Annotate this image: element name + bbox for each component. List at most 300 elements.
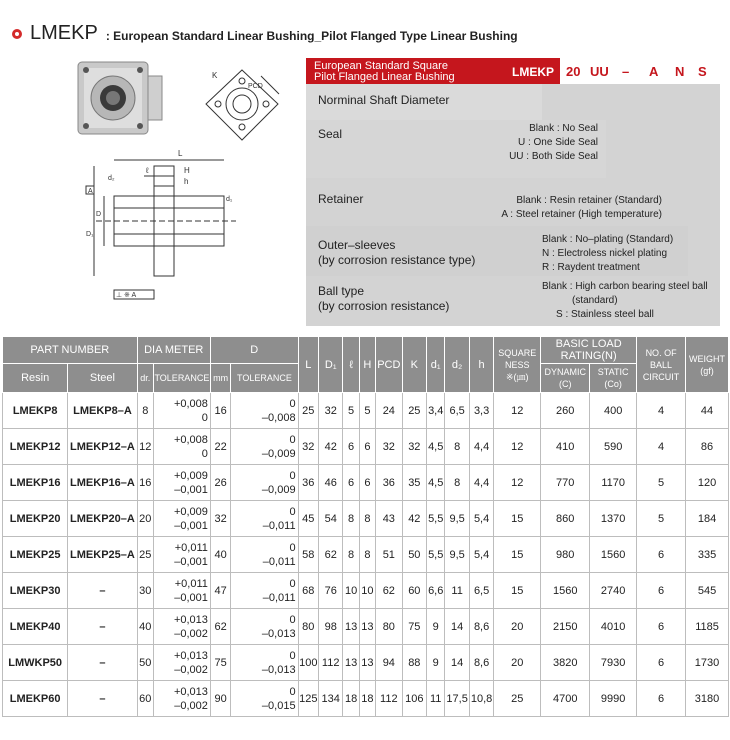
seal-option-blank: Blank : No Seal (529, 123, 598, 134)
ball-type-options (542, 280, 708, 322)
header-l: L (298, 337, 318, 393)
outer-sleeve-sublabel: (by corrosion resistance type) (318, 253, 476, 267)
cell-L: 25 (298, 393, 318, 429)
cell-H: 6 (359, 465, 375, 501)
cell-dr: 50 (137, 645, 153, 681)
dtol-upper: +0,009 (173, 469, 208, 482)
cell-h: 4,4 (469, 465, 493, 501)
header-static: STATIC (Co) (590, 364, 637, 393)
cell-PCD: 36 (376, 465, 403, 501)
cell-h: 5,4 (469, 537, 493, 573)
cell-PCD: 80 (376, 609, 403, 645)
Dtol-upper: 0 (289, 433, 296, 446)
cell-steel: – (68, 681, 137, 717)
dtol-lower: –0,002 (174, 627, 208, 640)
cell-dr: 12 (137, 429, 153, 465)
cell-h: 3,3 (469, 393, 493, 429)
header-pcd: PCD (376, 337, 403, 393)
cell-K: 42 (402, 501, 426, 537)
table-row (3, 681, 729, 717)
header-dia-tolerance: TOLERANCE (153, 364, 210, 393)
Dtol-lower: –0,009 (261, 483, 296, 496)
cell-ball: 5 (637, 465, 686, 501)
cell-H: 18 (359, 681, 375, 717)
cell-w: 184 (686, 501, 729, 537)
cell-sq: 20 (494, 645, 541, 681)
header-d-tolerance: TOLERANCE (231, 364, 298, 393)
seal-label: Seal (318, 127, 343, 141)
cell-D1: 54 (318, 501, 342, 537)
cell-K: 32 (402, 429, 426, 465)
cell-K: 75 (402, 609, 426, 645)
cell-dyn: 1560 (541, 573, 590, 609)
cell-d2: 8 (445, 465, 469, 501)
shaft-diameter-label: Norminal Shaft Diameter (318, 93, 450, 107)
dim-l-label: L (178, 149, 183, 158)
cell-dyn: 980 (541, 537, 590, 573)
page-title (12, 22, 518, 45)
cell-dyn: 4700 (541, 681, 590, 717)
pcd-label: PCD (248, 83, 263, 90)
cell-H: 6 (359, 429, 375, 465)
header-d1: D₁ (318, 337, 342, 393)
product-code-title: LMEKP (30, 22, 98, 44)
cell-sq: 15 (494, 573, 541, 609)
cell-K: 35 (402, 465, 426, 501)
cell-dtol (153, 681, 210, 717)
cell-w: 1730 (686, 645, 729, 681)
cell-d2: 6,5 (445, 393, 469, 429)
table-row (3, 537, 729, 573)
cell-sta: 9990 (590, 681, 637, 717)
dtol-lower: –0,001 (174, 555, 208, 568)
cell-resin: LMEKP60 (3, 681, 68, 717)
cell-D: 90 (210, 681, 230, 717)
dtol-upper: +0,013 (173, 613, 208, 626)
cell-dyn: 410 (541, 429, 590, 465)
cell-Dtol (231, 573, 298, 609)
cell-Dtol (231, 645, 298, 681)
cell-sta: 1560 (590, 537, 637, 573)
cell-steel: LMEKP25–A (68, 537, 137, 573)
cell-d1: 9 (427, 645, 445, 681)
header-d: D (210, 337, 298, 364)
cell-PCD: 43 (376, 501, 403, 537)
product-subtitle: : European Standard Linear Bushing_Pilot Flanged Type Linear Bushing (105, 28, 518, 43)
cell-L: 58 (298, 537, 318, 573)
cell-resin: LMWKP50 (3, 645, 68, 681)
cell-w: 1185 (686, 609, 729, 645)
cell-sta: 590 (590, 429, 637, 465)
cell-dr: 16 (137, 465, 153, 501)
cell-sta: 4010 (590, 609, 637, 645)
dtol-upper: +0,011 (174, 577, 208, 590)
cell-sta: 1370 (590, 501, 637, 537)
cell-dtol (153, 393, 210, 429)
Dtol-lower: –0,009 (261, 447, 296, 460)
cell-L: 45 (298, 501, 318, 537)
cell-sq: 12 (494, 393, 541, 429)
cell-D: 75 (210, 645, 230, 681)
ball-option-standard: (standard) (572, 295, 618, 306)
cell-w: 44 (686, 393, 729, 429)
cell-dyn: 2150 (541, 609, 590, 645)
dim-d2-label: d₂ (108, 175, 115, 182)
dtol-lower: –0,002 (174, 699, 208, 712)
cell-Dtol (231, 681, 298, 717)
dim-small-h-label: h (184, 177, 189, 186)
cell-dyn: 260 (541, 393, 590, 429)
cell-d1: 6,6 (427, 573, 445, 609)
cell-H: 13 (359, 645, 375, 681)
cell-h: 6,5 (469, 573, 493, 609)
cell-steel: – (68, 609, 137, 645)
header-ell: ℓ (343, 337, 359, 393)
header-h: H (359, 337, 375, 393)
cell-sq: 20 (494, 609, 541, 645)
cell-ball: 6 (637, 609, 686, 645)
header-weight: WEIGHT (gf) (686, 337, 729, 393)
ball-option-s: S : Stainless steel ball (556, 309, 654, 320)
cell-dyn: 3820 (541, 645, 590, 681)
cell-L: 36 (298, 465, 318, 501)
cell-PCD: 62 (376, 573, 403, 609)
cell-dyn: 770 (541, 465, 590, 501)
header-basic-load: BASIC LOAD RATING(N) (541, 337, 637, 364)
Dtol-lower: –0,011 (262, 591, 296, 604)
suffix-retainer: A (649, 64, 659, 79)
cell-dr: 60 (137, 681, 153, 717)
table-row (3, 609, 729, 645)
cell-sq: 12 (494, 465, 541, 501)
cell-K: 25 (402, 393, 426, 429)
outer-sleeve-options (542, 233, 673, 275)
cell-steel: LMEKP12–A (68, 429, 137, 465)
header-dr: dr. (137, 364, 153, 393)
code-banner (306, 58, 720, 84)
cell-l: 18 (343, 681, 359, 717)
banner-line2: Pilot Flanged Linear Bushing (314, 71, 455, 83)
cell-D1: 42 (318, 429, 342, 465)
header-small-h: h (469, 337, 493, 393)
header-steel: Steel (68, 364, 137, 393)
header-k: K (402, 337, 426, 393)
Dtol-upper: 0 (289, 649, 296, 662)
retainer-option-a: A : Steel retainer (High temperature) (501, 209, 662, 220)
table-row (3, 645, 729, 681)
cell-ball: 5 (637, 501, 686, 537)
cell-H: 13 (359, 609, 375, 645)
cell-steel: – (68, 645, 137, 681)
cell-h: 4,4 (469, 429, 493, 465)
cell-K: 88 (402, 645, 426, 681)
cell-Dtol (231, 501, 298, 537)
cell-D1: 112 (318, 645, 342, 681)
cell-H: 5 (359, 393, 375, 429)
cell-L: 68 (298, 573, 318, 609)
cell-sq: 15 (494, 501, 541, 537)
cell-d2: 9,5 (445, 501, 469, 537)
cell-dtol (153, 609, 210, 645)
cell-d2: 17,5 (445, 681, 469, 717)
table-row (3, 429, 729, 465)
retainer-option-blank: Blank : Resin retainer (Standard) (516, 195, 662, 206)
suffix-sleeve: N (675, 64, 685, 79)
cell-w: 86 (686, 429, 729, 465)
cell-l: 5 (343, 393, 359, 429)
dtol-lower: –0,002 (174, 663, 208, 676)
cell-K: 60 (402, 573, 426, 609)
cell-D1: 134 (318, 681, 342, 717)
cell-ball: 4 (637, 429, 686, 465)
cell-dtol (153, 429, 210, 465)
suffix-seal: UU (590, 64, 609, 79)
cell-steel: – (68, 573, 137, 609)
ball-type-sublabel: (by corrosion resistance) (318, 299, 450, 313)
Dtol-upper: 0 (289, 685, 296, 698)
cell-dr: 40 (137, 609, 153, 645)
cell-d1: 4,5 (427, 465, 445, 501)
cell-D: 40 (210, 537, 230, 573)
cell-L: 80 (298, 609, 318, 645)
table-row (3, 573, 729, 609)
dtol-upper: +0,013 (173, 685, 208, 698)
cell-resin: LMEKP8 (3, 393, 68, 429)
cell-d2: 8 (445, 429, 469, 465)
spec-table (2, 336, 729, 717)
cell-PCD: 112 (376, 681, 403, 717)
cell-D1: 46 (318, 465, 342, 501)
cell-Dtol (231, 537, 298, 573)
table-row (3, 393, 729, 429)
header-d2: d₂ (445, 337, 469, 393)
cell-dyn: 860 (541, 501, 590, 537)
seal-options (486, 122, 598, 164)
suffix-ball: S (698, 64, 707, 79)
dtol-lower: –0,001 (174, 519, 208, 532)
cell-K: 106 (402, 681, 426, 717)
dtol-upper: +0,008 (173, 397, 208, 410)
cell-d1: 3,4 (427, 393, 445, 429)
seal-option-u: U : One Side Seal (517, 137, 598, 148)
retainer-label: Retainer (318, 192, 364, 206)
cell-d1: 11 (427, 681, 445, 717)
cell-H: 8 (359, 501, 375, 537)
cell-Dtol (231, 393, 298, 429)
cell-l: 6 (343, 465, 359, 501)
cell-resin: LMEKP40 (3, 609, 68, 645)
cell-d1: 4,5 (427, 429, 445, 465)
cell-d2: 14 (445, 645, 469, 681)
Dtol-lower: –0,013 (261, 663, 296, 676)
cell-w: 335 (686, 537, 729, 573)
retainer-options (466, 194, 662, 222)
cell-PCD: 94 (376, 645, 403, 681)
cell-l: 6 (343, 429, 359, 465)
dtol-lower: 0 (201, 411, 208, 424)
Dtol-upper: 0 (289, 505, 296, 518)
header-ball-circuit: NO. OF BALL CIRCUIT (637, 337, 686, 393)
cell-D: 26 (210, 465, 230, 501)
product-drawing (66, 56, 286, 316)
cell-sta: 400 (590, 393, 637, 429)
cell-dtol (153, 501, 210, 537)
cell-PCD: 51 (376, 537, 403, 573)
ball-type-label: Ball type (318, 284, 365, 298)
dtol-upper: +0,011 (174, 541, 208, 554)
dim-small-d1-label: d₁ (226, 196, 233, 203)
cell-D1: 76 (318, 573, 342, 609)
Dtol-lower: –0,013 (261, 627, 296, 640)
cell-dtol (153, 645, 210, 681)
cell-ball: 6 (637, 573, 686, 609)
table-row (3, 465, 729, 501)
Dtol-upper: 0 (289, 577, 296, 590)
cell-D1: 62 (318, 537, 342, 573)
cell-D: 16 (210, 393, 230, 429)
header-dynamic: DYNAMIC (C) (541, 364, 590, 393)
cell-ball: 6 (637, 645, 686, 681)
cell-dr: 20 (137, 501, 153, 537)
cell-resin: LMEKP12 (3, 429, 68, 465)
header-resin: Resin (3, 364, 68, 393)
cell-Dtol (231, 465, 298, 501)
dim-big-d-label: D (96, 211, 102, 218)
banner-line1: European Standard Square (314, 60, 448, 72)
Dtol-upper: 0 (289, 613, 296, 626)
cell-h: 8,6 (469, 645, 493, 681)
cell-dr: 25 (137, 537, 153, 573)
cell-K: 50 (402, 537, 426, 573)
cell-sq: 25 (494, 681, 541, 717)
dtol-upper: +0,009 (173, 505, 208, 518)
dim-h-label: H (184, 166, 190, 175)
sleeve-option-n: N : Electroless nickel plating (542, 248, 668, 259)
cell-sq: 15 (494, 537, 541, 573)
cell-dr: 8 (137, 393, 153, 429)
dtol-lower: –0,001 (174, 483, 208, 496)
spec-table-body (3, 393, 729, 717)
cell-D: 32 (210, 501, 230, 537)
cell-ball: 6 (637, 537, 686, 573)
cell-l: 8 (343, 501, 359, 537)
header-squareness: SQUARE NESS ※(㎛) (494, 337, 541, 393)
cell-l: 13 (343, 645, 359, 681)
header-small-d1: d₁ (427, 337, 445, 393)
cell-dr: 30 (137, 573, 153, 609)
cell-Dtol (231, 609, 298, 645)
cell-Dtol (231, 429, 298, 465)
cell-sq: 12 (494, 429, 541, 465)
sleeve-option-r: R : Raydent treatment (542, 262, 640, 273)
Dtol-lower: –0,015 (261, 699, 296, 712)
cell-w: 3180 (686, 681, 729, 717)
cell-steel: LMEKP8–A (68, 393, 137, 429)
cell-l: 10 (343, 573, 359, 609)
cell-D: 62 (210, 609, 230, 645)
cell-d1: 9 (427, 609, 445, 645)
cell-D: 47 (210, 573, 230, 609)
cell-dtol (153, 465, 210, 501)
cell-ball: 4 (637, 393, 686, 429)
dtol-lower: –0,001 (174, 591, 208, 604)
cell-PCD: 32 (376, 429, 403, 465)
cell-d2: 11 (445, 573, 469, 609)
datum-a-label: A (88, 188, 93, 195)
Dtol-upper: 0 (289, 469, 296, 482)
cell-dtol (153, 537, 210, 573)
dim-ell-label: ℓ (146, 166, 149, 175)
cell-steel: LMEKP20–A (68, 501, 137, 537)
cell-d1: 5,5 (427, 537, 445, 573)
cell-PCD: 24 (376, 393, 403, 429)
dtol-upper: +0,008 (173, 433, 208, 446)
front-view-drawing (206, 70, 279, 140)
dtol-upper: +0,013 (173, 649, 208, 662)
ordering-code-panel (306, 58, 720, 326)
cell-resin: LMEKP25 (3, 537, 68, 573)
squareness-symbol: ⊥ ※ A (116, 292, 137, 299)
cell-resin: LMEKP20 (3, 501, 68, 537)
cell-d2: 9,5 (445, 537, 469, 573)
cell-h: 8,6 (469, 609, 493, 645)
cell-sta: 7930 (590, 645, 637, 681)
k-label: K (212, 71, 218, 80)
Dtol-lower: –0,008 (261, 411, 296, 424)
cell-ball: 6 (637, 681, 686, 717)
code-banner-red (306, 58, 560, 84)
seal-option-uu: UU : Both Side Seal (509, 151, 598, 162)
Dtol-lower: –0,011 (262, 519, 296, 532)
cell-sta: 1170 (590, 465, 637, 501)
Dtol-upper: 0 (289, 541, 296, 554)
header-dia-meter: DIA METER (137, 337, 210, 364)
cell-H: 8 (359, 537, 375, 573)
cell-d2: 14 (445, 609, 469, 645)
cell-dtol (153, 573, 210, 609)
dtol-lower: 0 (201, 447, 208, 460)
cell-resin: LMEKP30 (3, 573, 68, 609)
cell-l: 13 (343, 609, 359, 645)
cell-D1: 98 (318, 609, 342, 645)
Dtol-lower: –0,011 (262, 555, 296, 568)
ball-option-blank: Blank : High carbon bearing steel ball (542, 281, 708, 292)
cell-h: 10,8 (469, 681, 493, 717)
table-row (3, 501, 729, 537)
cell-resin: LMEKP16 (3, 465, 68, 501)
Dtol-upper: 0 (289, 397, 296, 410)
cell-w: 120 (686, 465, 729, 501)
cell-H: 10 (359, 573, 375, 609)
cell-L: 32 (298, 429, 318, 465)
cell-D1: 32 (318, 393, 342, 429)
dim-d1-label: D₁ (86, 231, 94, 238)
cell-w: 545 (686, 573, 729, 609)
bullet-icon (12, 29, 22, 39)
outer-sleeve-label: Outer–sleeves (318, 238, 396, 252)
header-part-number: PART NUMBER (3, 337, 138, 364)
cell-sta: 2740 (590, 573, 637, 609)
sleeve-option-blank: Blank : No–plating (Standard) (542, 234, 674, 245)
header-mm: mm (210, 364, 230, 393)
suffix-size: 20 (566, 64, 581, 79)
cell-steel: LMEKP16–A (68, 465, 137, 501)
banner-code: LMEKP (512, 65, 554, 79)
cell-d1: 5,5 (427, 501, 445, 537)
cell-L: 100 (298, 645, 318, 681)
cell-h: 5,4 (469, 501, 493, 537)
suffix-dash: – (622, 64, 630, 79)
